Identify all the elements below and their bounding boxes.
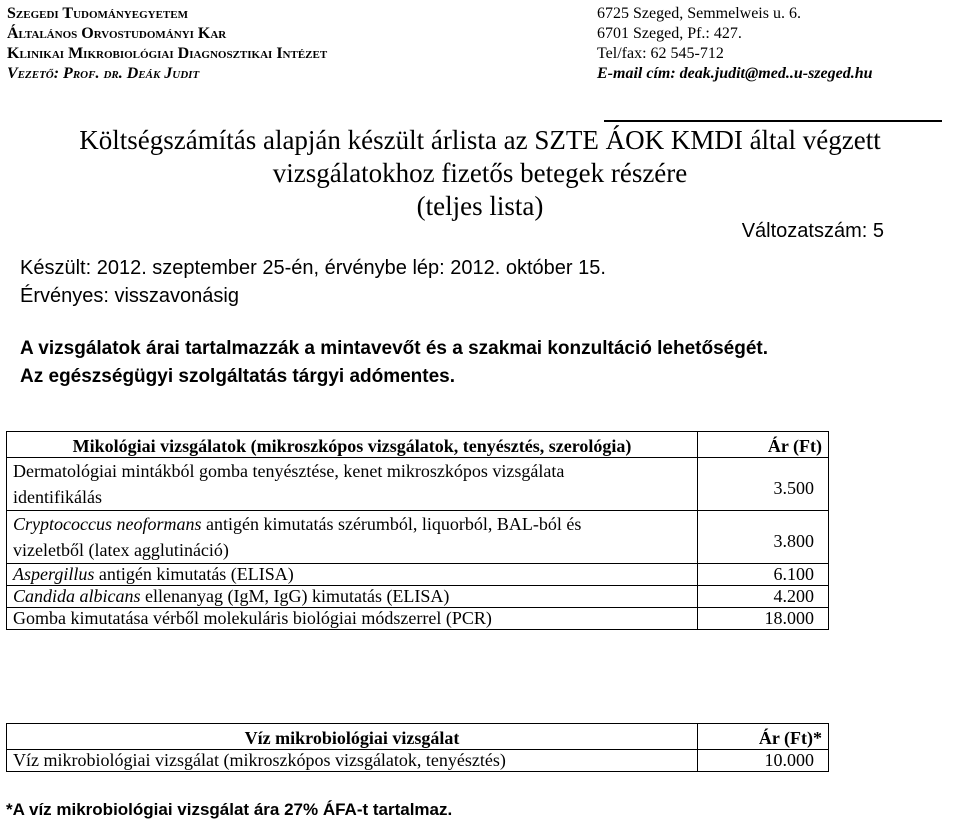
service-price: 3.800 xyxy=(698,511,829,564)
service-name: Candida albicans ellenanyag (IgM, IgG) kimutatás (ELISA) xyxy=(7,586,698,608)
water-header: Víz mikrobiológiai vizsgálat xyxy=(7,724,698,750)
director-name: Vezető: Prof. dr. Deák Judit xyxy=(7,65,200,82)
prepared-date: Készült: 2012. szeptember 25-én, érvénybe lép: 2012. október 15. xyxy=(20,257,606,279)
organism-name: Cryptococcus neoformans xyxy=(13,514,202,534)
note-line2: Az egészségügyi szolgáltatás tárgyi adómentes. xyxy=(20,366,456,387)
email-address: E-mail cím: deak.judit@med..u-szeged.hu xyxy=(597,65,873,82)
price-header: Ár (Ft)* xyxy=(698,724,829,750)
institute-name: Klinikai Mikrobiológiai Diagnosztikai Intézet xyxy=(7,45,328,62)
organism-name: Candida albicans xyxy=(13,586,141,606)
table-row xyxy=(7,564,829,586)
telfax: Tel/fax: 62 545-712 xyxy=(597,45,724,62)
service-price: 4.200 xyxy=(698,586,829,608)
price-header: Ár (Ft) xyxy=(698,432,829,458)
table-row xyxy=(7,458,829,511)
service-price: 18.000 xyxy=(698,608,829,630)
mycology-price-table xyxy=(6,431,829,630)
table-header-row xyxy=(7,432,829,458)
title-rule xyxy=(604,120,942,122)
letterhead-right xyxy=(597,4,873,84)
document-title xyxy=(0,124,960,223)
service-price: 3.500 xyxy=(698,458,829,511)
service-price: 6.100 xyxy=(698,564,829,586)
service-name: Cryptococcus neoformans antigén kimutatás szérumból, liquorból, BAL-ból és vizeletből (latex agglutináció) xyxy=(7,511,698,564)
document-meta xyxy=(20,254,606,310)
table-row xyxy=(7,608,829,630)
service-name: Gomba kimutatása vérből molekuláris biológiai módszerrel (PCR) xyxy=(7,608,698,630)
title-line1: Költségszámítás alapján készült árlista az SZTE ÁOK KMDI által végzett xyxy=(79,125,881,155)
service-name: Aspergillus antigén kimutatás (ELISA) xyxy=(7,564,698,586)
address-line1: 6725 Szeged, Semmelweis u. 6. xyxy=(597,5,801,22)
table-header-row xyxy=(7,724,829,750)
organism-name: Aspergillus xyxy=(13,564,95,584)
vat-footnote: *A víz mikrobiológiai vizsgálat ára 27% ÁFA-t tartalmaz. xyxy=(6,800,453,819)
title-line3: (teljes lista) xyxy=(416,191,544,221)
note-line1: A vizsgálatok árai tartalmazzák a mintavevőt és a szakmai konzultáció lehetőségét. xyxy=(20,338,768,359)
service-name: Dermatológiai mintákból gomba tenyésztése, kenet mikroszkópos vizsgálata identifikálás xyxy=(7,458,698,511)
service-name: Víz mikrobiológiai vizsgálat (mikroszkópos vizsgálatok, tenyésztés) xyxy=(7,750,698,772)
service-price: 10.000 xyxy=(698,750,829,772)
mycology-header: Mikológiai vizsgálatok (mikroszkópos vizsgálatok, tenyésztés, szerológia) xyxy=(7,432,698,458)
title-line2: vizsgálatokhoz fizetős betegek részére xyxy=(272,158,688,188)
table-row xyxy=(7,586,829,608)
version-number: Változatszám: 5 xyxy=(741,220,884,242)
water-price-table xyxy=(6,723,829,772)
table-row xyxy=(7,511,829,564)
university-name: Szegedi Tudományegyetem xyxy=(7,5,188,22)
letterhead-left xyxy=(7,4,327,84)
table-row xyxy=(7,750,829,772)
price-note xyxy=(20,335,768,391)
validity: Érvényes: visszavonásig xyxy=(20,285,239,307)
address-line2: 6701 Szeged, Pf.: 427. xyxy=(597,25,742,42)
faculty-name: Általános Orvostudományi Kar xyxy=(7,25,227,42)
